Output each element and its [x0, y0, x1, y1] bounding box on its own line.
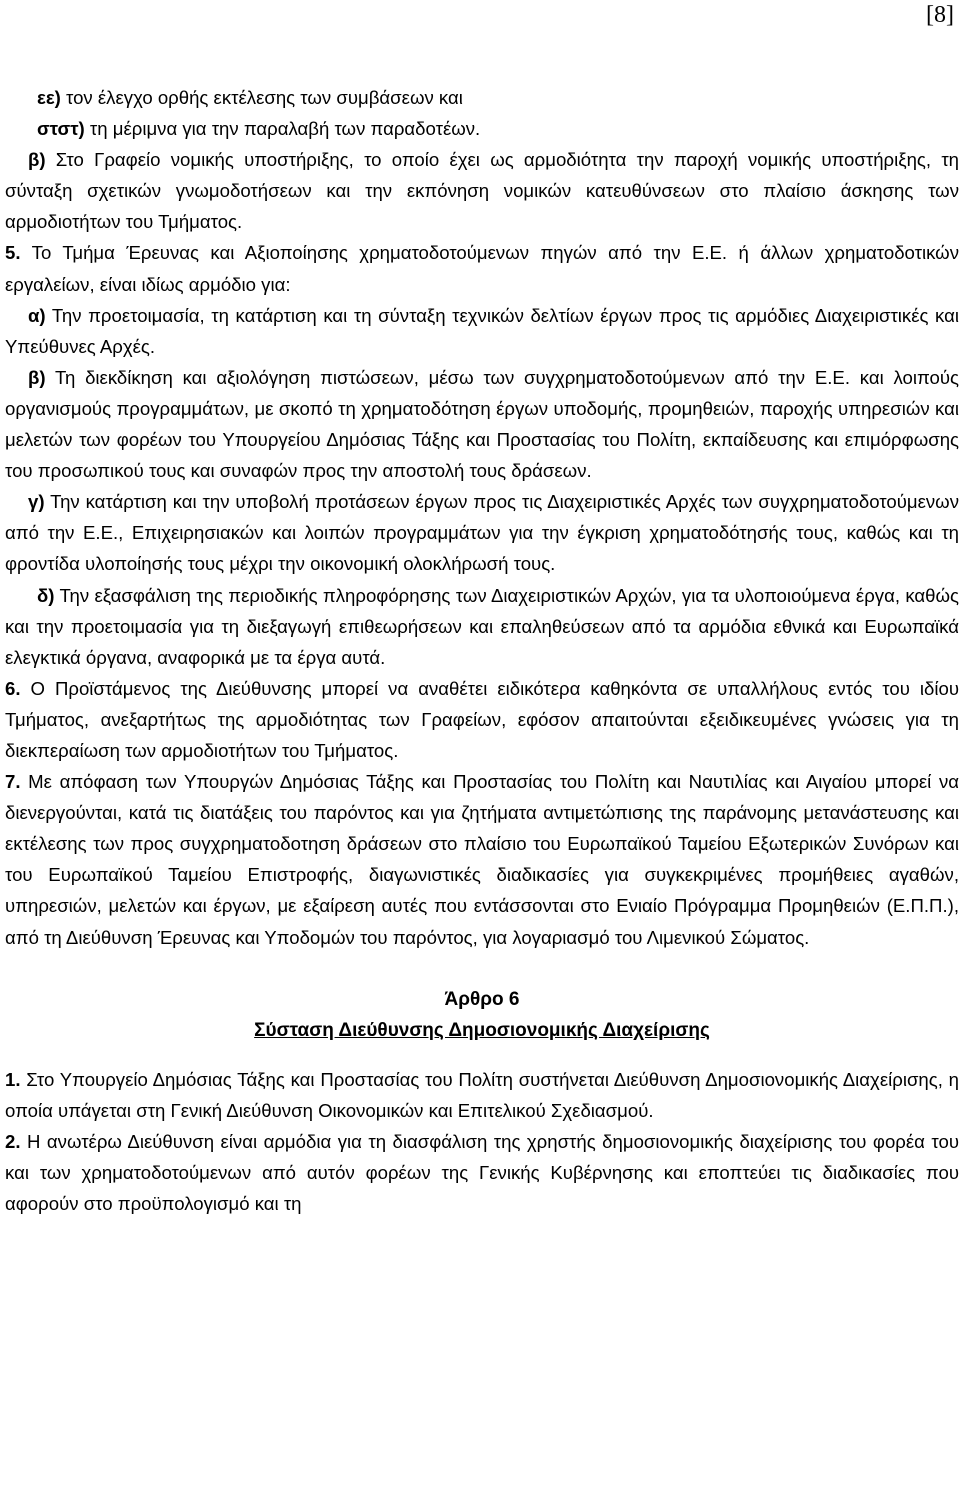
paragraph-text: Το Τμήμα Έρευνας και Αξιοποίησης χρηματοδοτούμενων πηγών από την Ε.Ε. ή άλλων χρηματοδοτικών εργαλείων, είναι ιδίως αρμόδιο για: — [5, 242, 959, 295]
item-g2 — [5, 486, 959, 579]
item-label: β) — [28, 149, 46, 171]
paragraph-number: 1. — [5, 1068, 21, 1090]
item-b1 — [5, 144, 959, 237]
paragraph-number: 2. — [5, 1131, 21, 1152]
paragraph-number: 5. — [5, 242, 21, 264]
item-text: Στο Γραφείο νομικής υποστήριξης, το οποίο έχει ως αρμοδιότητα την παροχή νομικής υποστήριξης, τη σύνταξη σχετικών γνωμοδοτήσεων και την εκπόνηση νομικών κατευθύνσεων στο πλαίσιο άσκησης των αρμοδιοτήτων του Τμήματος. — [5, 149, 959, 233]
item-label: γ) — [28, 491, 45, 513]
article-subtitle: Σύσταση Διεύθυνσης Δημοσιονομικής Διαχείρισης — [254, 1019, 710, 1041]
item-text: Τη διεκδίκηση και αξιολόγηση πιστώσεων, μέσω των συγχρηματοδοτούμενων από την Ε.Ε. και λοιπούς οργανισμούς προγραμμάτων, με σκοπό τη χρηματοδότηση έργων υποδομής, προμηθειών, παροχής υπηρεσιών και μελετών των φορέων του Υπουργείου Δημόσιας Τάξης και Προστασίας του Πολίτη, εκπαίδευσης και επιμόρφωσης του προσωπικού τους και συναφών προς την αποστολή τους δράσεων. — [5, 366, 959, 482]
item-d2 — [5, 580, 959, 673]
spacer — [5, 953, 959, 984]
item-text: Την κατάρτιση και την υποβολή προτάσεων έργων προς τις Διαχειριστικές Αρχές των συγχρηματοδοτούμενων από την Ε.Ε., Επιχειρησιακών και λοιπών προγραμμάτων για την έγκριση χρηματοδότησής τους, καθώς και τη φροντίδα υλοποίησής τους μέχρι την οικονομική ολοκλήρωσή τους. — [5, 491, 959, 575]
paragraph-5 — [5, 237, 959, 299]
paragraph-text: Ο Προϊστάμενος της Διεύθυνσης μπορεί να αναθέτει ειδικότερα καθηκόντα σε υπαλλήλους εντός του ιδίου Τμήματος, ανεξαρτήτως της αρμοδιότητας των Γραφείων, εφόσον απαιτούνται εξειδικευμένες γνώσεις για τη διεκπεραίωση των αρμοδιοτήτων του Τμήματος. — [5, 677, 959, 761]
paragraph-text: Η ανωτέρω Διεύθυνση είναι αρμόδια για τη διασφάλιση της χρηστής δημοσιονομικής διαχείρισης του φορέα του και των χρηματοδοτούμενων από αυτόν φορέων της Γενικής Κυβέρνησης και εποπτεύει τις διαδικασίες που αφορούν στο προϋπολογισμό και τη — [5, 1131, 959, 1215]
item-label: στστ) — [37, 118, 85, 140]
item-label: α) — [28, 304, 46, 326]
item-stst — [5, 113, 959, 144]
item-label: β) — [28, 366, 46, 388]
document-body — [5, 82, 959, 1219]
item-label: εε) — [37, 87, 61, 108]
spacer — [5, 1046, 959, 1064]
item-a2 — [5, 300, 959, 362]
item-ee — [5, 82, 959, 113]
page-number: [8] — [926, 2, 954, 28]
item-text: Την εξασφάλιση της περιοδικής πληροφόρησης των Διαχειριστικών Αρχών, για τα υλοποιούμενα έργα, καθώς και την προετοιμασία για τη διεξαγωγή επιθεωρήσεων και επαληθεύσεων από τα αρμόδια εθνικά και Ευρωπαϊκά ελεγκτικά όργανα, αναφορικά με τα έργα αυτά. — [5, 584, 959, 668]
article-paragraph-2 — [5, 1126, 959, 1219]
item-text: Την προετοιμασία, τη κατάρτιση και τη σύνταξη τεχνικών δελτίων έργων προς τις αρμόδιες Διαχειριστικές και Υπεύθυνες Αρχές. — [5, 304, 959, 357]
paragraph-number: 6. — [5, 677, 21, 699]
paragraph-number: 7. — [5, 771, 21, 793]
paragraph-7 — [5, 766, 959, 953]
item-label: δ) — [37, 584, 55, 606]
item-b2 — [5, 362, 959, 486]
article-title: Άρθρο 6 — [444, 988, 520, 1010]
paragraph-6 — [5, 673, 959, 766]
paragraph-text: Με απόφαση των Υπουργών Δημόσιας Τάξης και Προστασίας του Πολίτη και Ναυτιλίας και Αιγαίου μπορεί να διενεργούνται, κατά τις διατάξεις του παρόντος και για ζητήματα αντιμετώπισης της παράνομης μετανάστευσης και εκτέλεσης των προς συγχρηματοδοτηση δράσεων στο πλαίσιο του Ευρωπαϊκού Ταμείου Εξωτερικών Συνόρων και του Ευρωπαϊκού Ταμείου Επιστροφής, διαγωνιστικές διαδικασίες για συγκεκριμένες προμήθειες αγαθών, υπηρεσιών, μελετών και έργων, με εξαίρεση αυτές που εντάσσονται στο Ενιαίο Πρόγραμμα Προμηθειών (Ε.Π.Π.), από τη Διεύθυνση Έρευνας και Υποδομών του παρόντος, για λογαριασμό του Λιμενικού Σώματος. — [5, 771, 959, 948]
item-text: τον έλεγχο ορθής εκτέλεσης των συμβάσεων και — [60, 87, 463, 108]
item-text: τη μέριμνα για την παραλαβή των παραδοτέων. — [84, 118, 481, 140]
article-paragraph-1 — [5, 1064, 959, 1126]
paragraph-text: Στο Υπουργείο Δημόσιας Τάξης και Προστασίας του Πολίτη συστήνεται Διεύθυνση Δημοσιονομικής Διαχείρισης, η οποία υπάγεται στη Γενική Διεύθυνση Οικονομικών και Επιτελικού Σχεδιασμού. — [5, 1068, 959, 1121]
